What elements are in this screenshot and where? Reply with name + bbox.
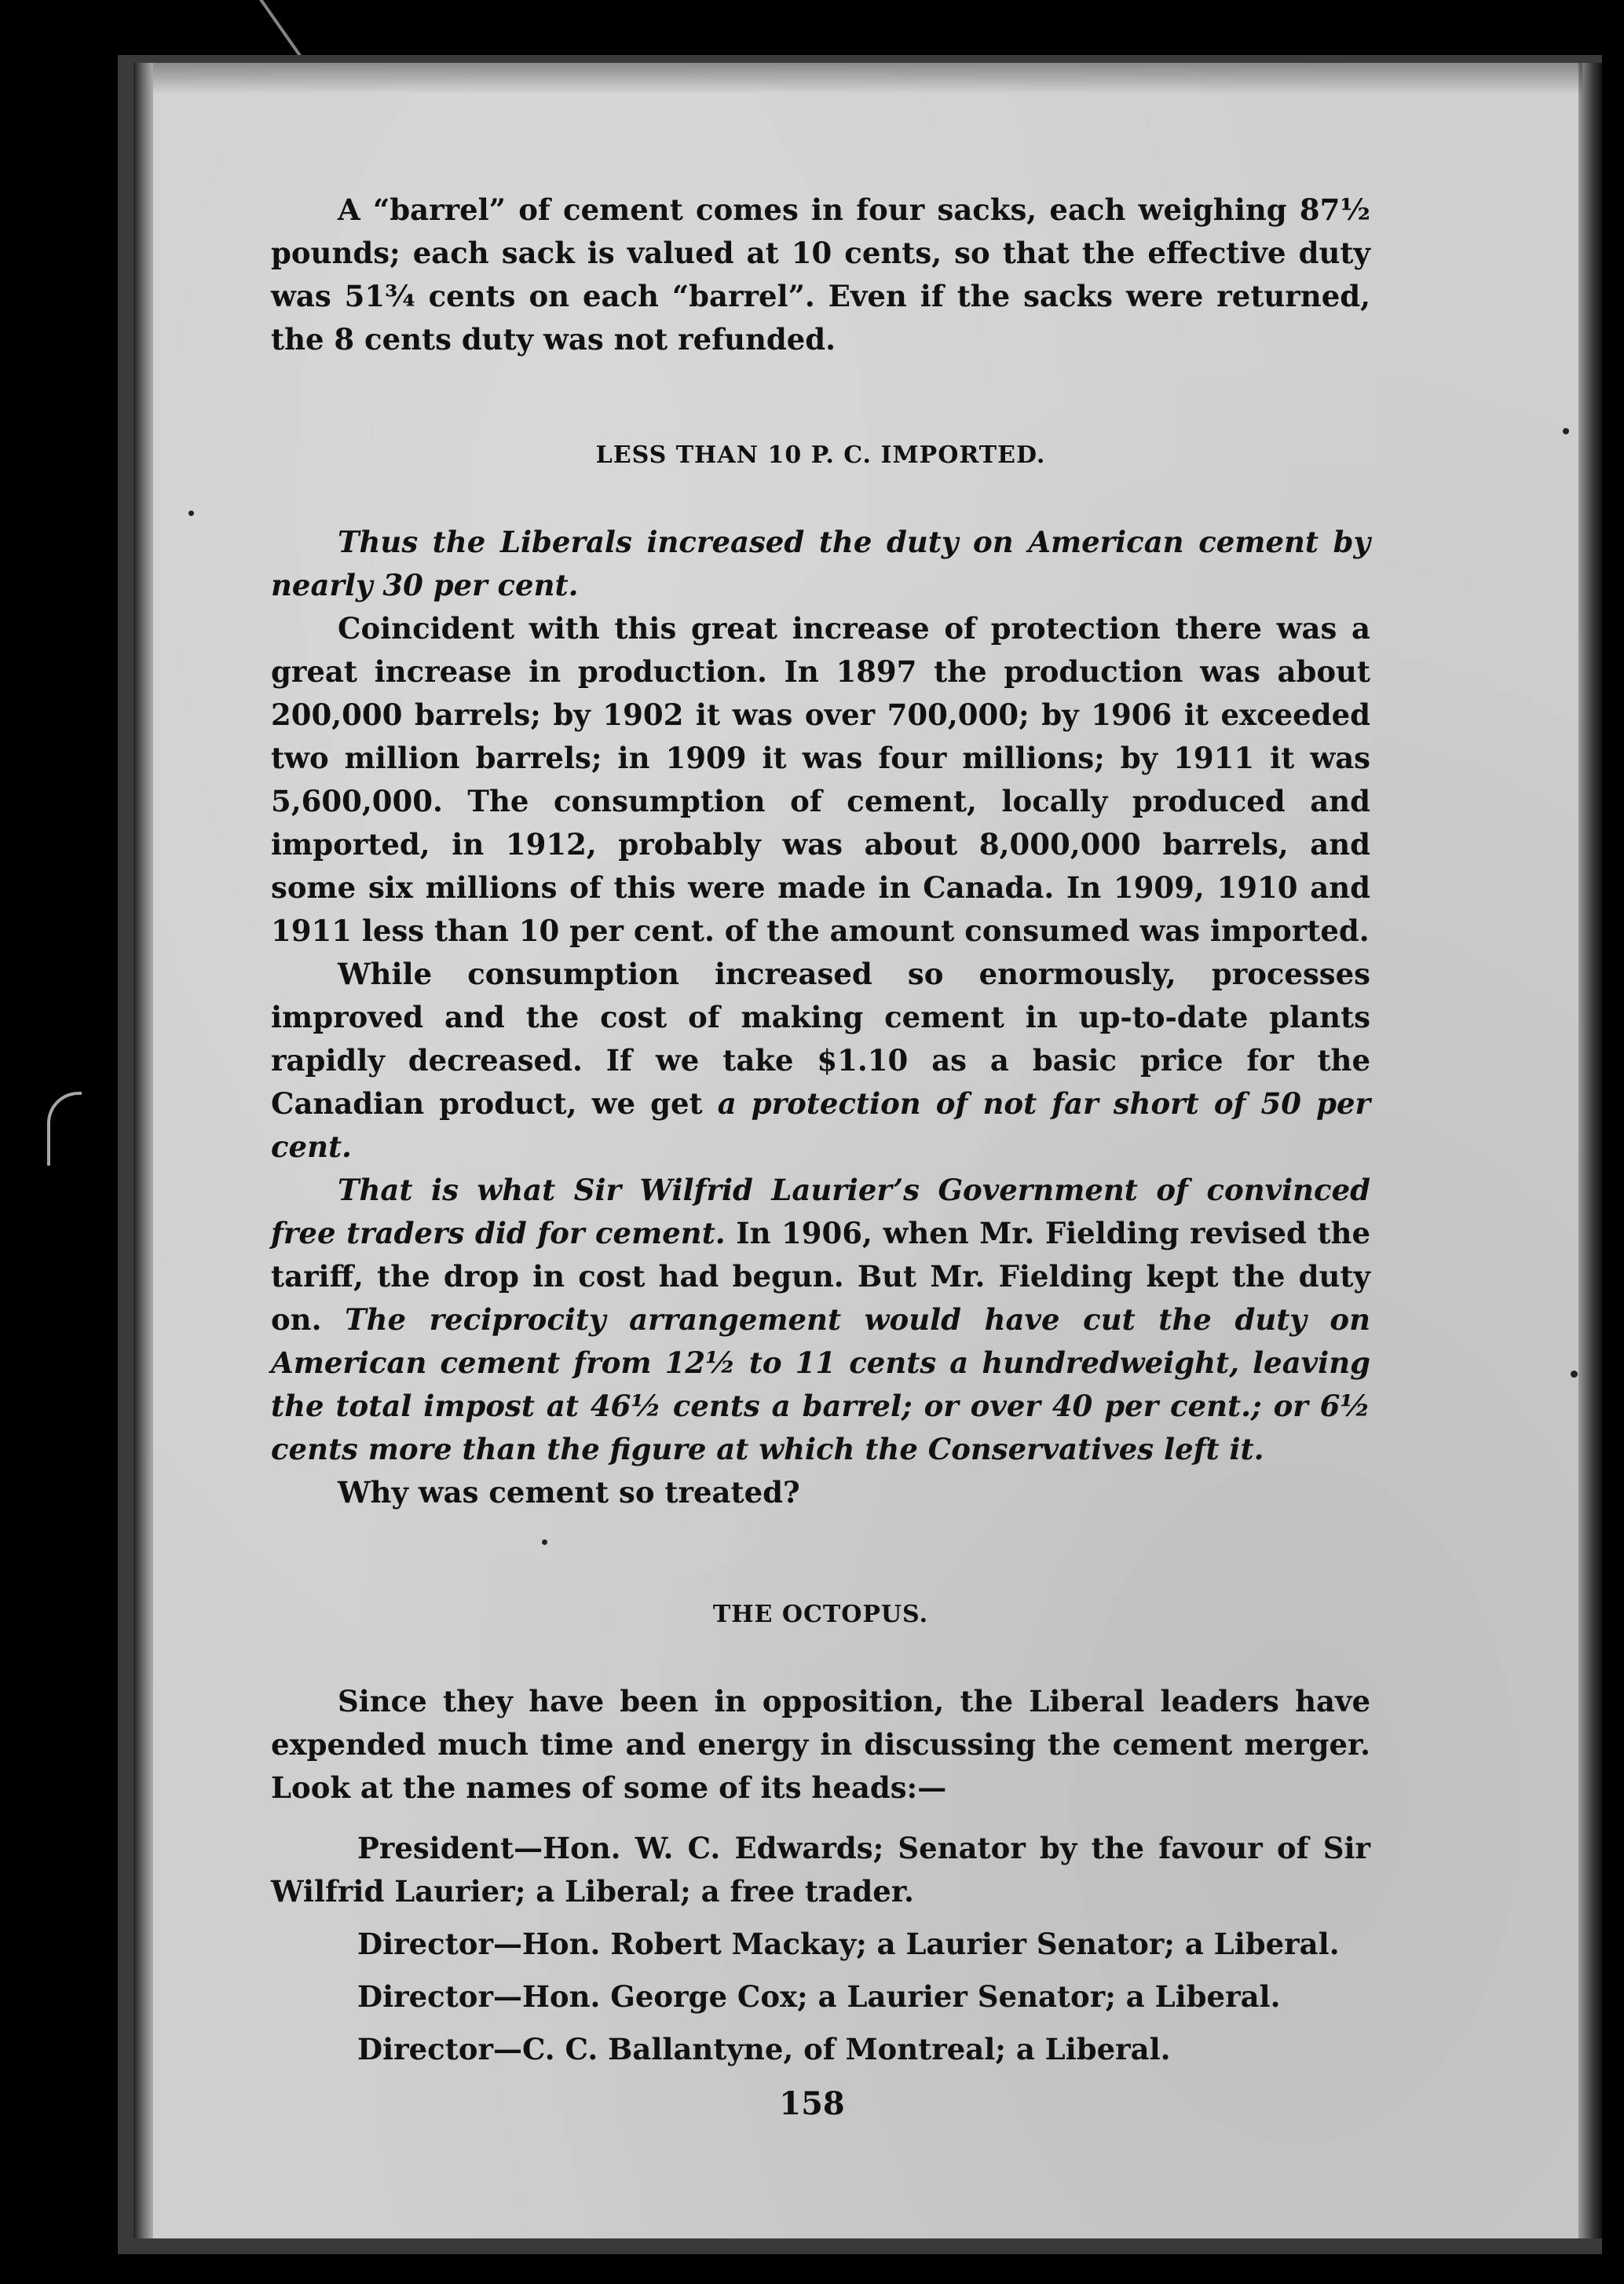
officer-entry: Director—Hon. Robert Mackay; a Laurier Senator; a Liberal. (357, 1927, 1340, 1961)
page-number: 158 (779, 2085, 845, 2122)
paragraph-liberals-increased-duty: Thus the Liberals increased the duty on American cement by nearly 30 per cent. (271, 525, 1370, 602)
section-heading-imported: LESS THAN 10 P. C. IMPORTED. (595, 441, 1046, 469)
scan-speck (1571, 1371, 1578, 1378)
paragraph-laurier-government (271, 1169, 1370, 1471)
section-heading-octopus: THE OCTOPUS. (712, 1601, 929, 1628)
paragraph-laurier-emphasis: That is what Sir Wilfrid Laurier’s Government of convinced free traders did for cement. (271, 1173, 1370, 1250)
officer-entry: President—Hon. W. C. Edwards; Senator by the favour of Sir Wilfrid Laurier; a Liberal; a free trader. (271, 1831, 1370, 1909)
page-top-shadow (153, 63, 1582, 94)
paragraph-barrel-of-cement: A “barrel” of cement comes in four sacks, each weighing 87½ pounds; each sack is valued at 10 cents, so that the effective duty was 51¾ cents on each “barrel”. Even if the sacks were returned, the 8 cents duty was not refunded. (271, 192, 1370, 357)
paragraph-processes-emphasis: a protection of not far short of 50 per cent. (271, 1086, 1371, 1164)
scan-speck (1563, 428, 1569, 434)
officer-entry: Director—Hon. George Cox; a Laurier Senator; a Liberal. (357, 1979, 1281, 2014)
scan-speck (188, 511, 194, 516)
paragraph-processes-improved (271, 953, 1370, 1169)
paragraph-reciprocity-emphasis: The reciprocity arrangement would have cut the duty on American cement from 12½ to 11 cents a hundredweight, leaving the total impost at 46½ cents a barrel; or over 40 per cent.; or 6½ cents more than the figure at which the Conservatives left it. (271, 1302, 1370, 1466)
page-text (271, 189, 1370, 2071)
page-edge-right (1578, 63, 1602, 2238)
paragraph-cement-merger: Since they have been in opposition, the Liberal leaders have expended much time and energy in discussing the cement merger. Look at the names of some of its heads:— (271, 1684, 1370, 1805)
officer-entry: Director—C. C. Ballantyne, of Montreal; a Liberal. (357, 2032, 1171, 2066)
paragraph-fielding-text: In 1906, when Mr. Fielding revised the tariff, the drop in cost had begun. But Mr. Fielding kept the duty on. (271, 1216, 1370, 1337)
paragraph-why-cement: Why was cement so treated? (338, 1475, 800, 1510)
paragraph-production-increase: Coincident with this great increase of protection there was a great increase in production. In 1897 the production was about 200,000 barrels; by 1902 it was over 700,000; by 1906 it exceeded two million barrels; in 1909 it was four millions; by 1911 it was 5,600,000. The consumption of cement, locally produced and imported, in 1912, probably was about 8,000,000 barrels, and some six millions of this were made in Canada. In 1909, 1910 and 1911 less than 10 per cent. of the amount consumed was imported. (271, 611, 1370, 948)
paragraph-processes-text: While consumption increased so enormously, processes improved and the cost of making cement in up-to-date plants rapidly decreased. If we take $1.10 as a basic price for the Canadian product, we get (271, 957, 1370, 1121)
